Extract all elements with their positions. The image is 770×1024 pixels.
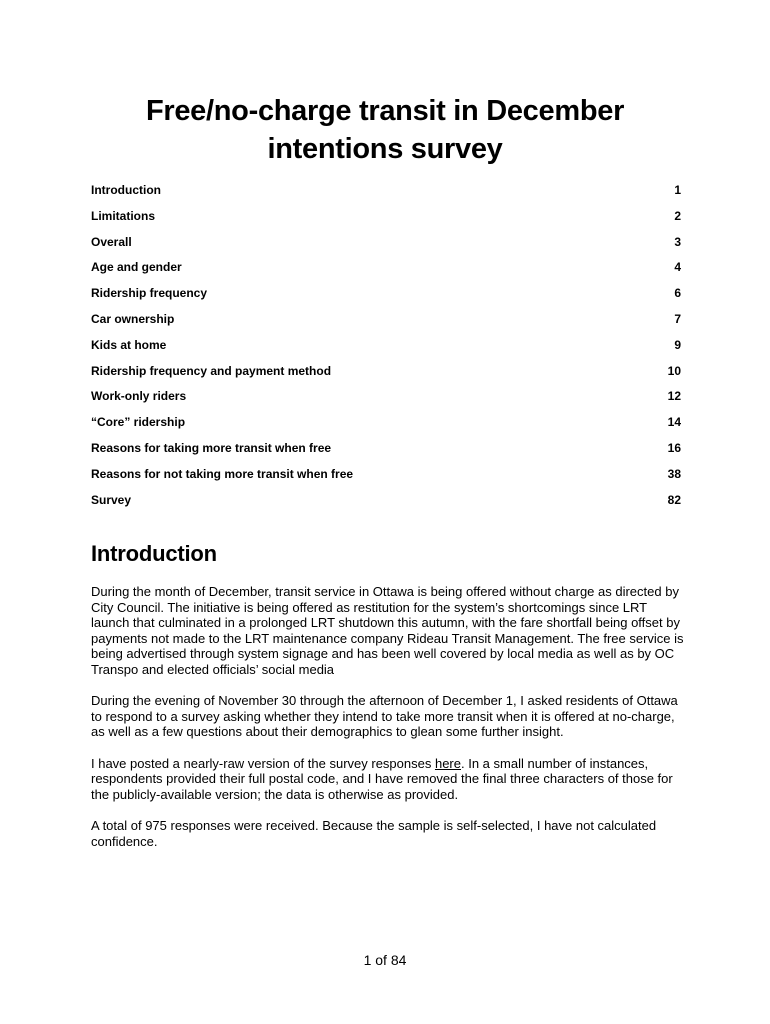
toc-entry-label[interactable]: Age and gender bbox=[91, 260, 182, 275]
toc-entry-label[interactable]: Limitations bbox=[91, 208, 156, 223]
toc-entry-page: 6 bbox=[674, 286, 681, 301]
toc-entry-page: 3 bbox=[674, 234, 681, 249]
toc-entry[interactable] bbox=[91, 310, 681, 336]
toc-entry[interactable] bbox=[91, 362, 681, 388]
toc-entry-page: 10 bbox=[667, 363, 681, 378]
toc-entry-page: 7 bbox=[674, 311, 681, 326]
introduction-paragraph-2: During the evening of November 30 through the afternoon of December 1, I asked residents of Ottawa to respond to a survey asking whether they intend to take more transit when it is offered at no-charge, as well as a few questions about their demographics to glean some further insight. bbox=[91, 693, 678, 739]
introduction-paragraph-4: A total of 975 responses were received. Because the sample is self-selected, I have not calculated confidence. bbox=[91, 818, 657, 849]
toc-entry[interactable] bbox=[91, 336, 681, 362]
toc-entry-label[interactable]: Introduction bbox=[91, 183, 161, 197]
toc-entry-label[interactable]: Work-only riders bbox=[91, 389, 187, 404]
table-of-contents bbox=[91, 181, 681, 516]
toc-entry-page: 9 bbox=[674, 337, 681, 352]
toc-entry-label[interactable]: Kids at home bbox=[91, 337, 167, 352]
title-line-1: Free/no-charge transit in December bbox=[145, 95, 625, 127]
toc-entry-page: 82 bbox=[667, 492, 681, 507]
page-number: 1 of 84 bbox=[363, 952, 407, 968]
toc-entry[interactable] bbox=[91, 387, 681, 413]
toc-entry-label[interactable]: Car ownership bbox=[91, 311, 175, 326]
title-line-2: intentions survey bbox=[267, 133, 503, 165]
toc-entry-page: 38 bbox=[667, 466, 681, 481]
page-title bbox=[60, 92, 710, 168]
toc-entry[interactable] bbox=[91, 233, 681, 259]
introduction-body bbox=[91, 584, 685, 865]
paragraph-text: . In a small number of instances, respondents provided their full postal code, and I have removed the final three characters of those for the publicly-available version; the data is otherwise as provided. bbox=[91, 755, 673, 802]
toc-entry-label[interactable]: Reasons for not taking more transit when free bbox=[91, 466, 354, 481]
toc-entry-label[interactable]: Reasons for taking more transit when free bbox=[91, 440, 332, 455]
toc-entry-page: 14 bbox=[667, 415, 681, 430]
toc-entry-label[interactable]: Ridership frequency bbox=[91, 286, 208, 301]
toc-entry-page: 4 bbox=[674, 260, 681, 275]
toc-entry-page: 1 bbox=[674, 183, 681, 197]
paragraph-text: I have posted a nearly-raw version of the survey responses bbox=[91, 755, 435, 771]
toc-entry-label[interactable]: Ridership frequency and payment method bbox=[91, 363, 332, 378]
introduction-paragraph-1: During the month of December, transit service in Ottawa is being offered without charge as directed by City Council. The initiative is being offered as restitution for the system’s shortcomings since LRT launch that culminated in a prolonged LRT shutdown this autumn, with the fare shortfall being offset by payments not made to the LRT maintenance company Rideau Transit Management. The free service is being advertised through system signage and has been well covered by local media as well as by OC Transpo and elected officials’ social media bbox=[91, 584, 684, 677]
survey-responses-link[interactable]: here bbox=[434, 755, 461, 771]
toc-entry-page: 12 bbox=[667, 389, 681, 404]
toc-entry[interactable] bbox=[91, 465, 681, 491]
toc-entry-page: 16 bbox=[667, 440, 681, 455]
toc-entry[interactable] bbox=[91, 439, 681, 465]
toc-entry-label[interactable]: Overall bbox=[91, 234, 132, 249]
toc-entry[interactable] bbox=[91, 491, 681, 517]
toc-entry[interactable] bbox=[91, 258, 681, 284]
toc-entry[interactable] bbox=[91, 284, 681, 310]
toc-entry-label[interactable]: “Core” ridership bbox=[91, 415, 186, 430]
toc-entry[interactable] bbox=[91, 181, 681, 207]
introduction-heading: Introduction bbox=[91, 541, 217, 566]
toc-entry-label[interactable]: Survey bbox=[91, 492, 132, 507]
toc-entry[interactable] bbox=[91, 207, 681, 233]
introduction-paragraph-3 bbox=[91, 756, 685, 803]
toc-entry-page: 2 bbox=[674, 208, 681, 223]
toc-entry[interactable] bbox=[91, 413, 681, 439]
